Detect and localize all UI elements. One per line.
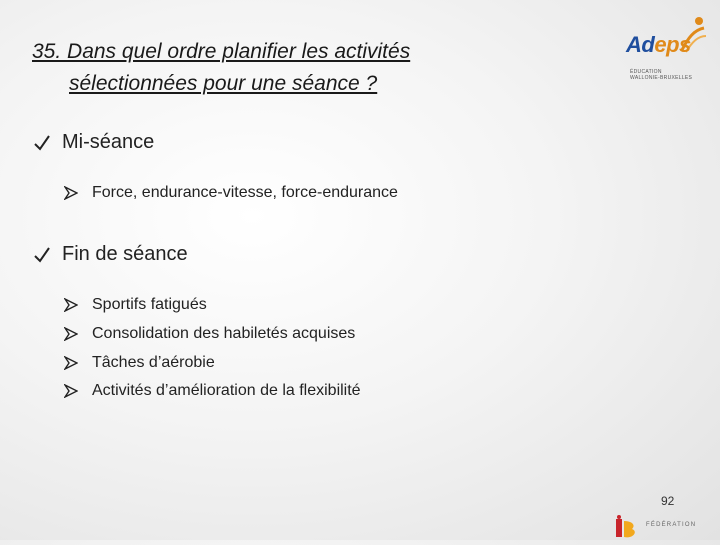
federation-logo (612, 515, 712, 540)
checkmark-icon (32, 245, 52, 265)
logo-subtitle-1: ÉDUCATION (630, 69, 662, 75)
checkmark-icon (32, 133, 52, 153)
list-item-label: Consolidation des habiletés acquises (92, 325, 356, 342)
arrowhead-bullet-icon (64, 384, 78, 398)
arrowhead-bullet-icon (64, 356, 78, 370)
title-line-1: 35. Dans quel ordre planifier les activités (32, 40, 411, 63)
list-item (64, 325, 355, 343)
list-item-label: Tâches d’aérobie (92, 354, 215, 371)
list-item (64, 354, 215, 372)
section-heading-fin-de-seance (32, 243, 188, 266)
page-number: 92 (661, 494, 675, 508)
slide-title (32, 36, 512, 100)
list-item-label: Force, endurance-vitesse, force-endurance (92, 184, 398, 201)
title-line-2: sélectionnées pour une séance ? (69, 72, 378, 95)
section-heading-label: Mi-séance (62, 131, 155, 153)
section-heading-label: Fin de séance (62, 243, 188, 265)
federation-emblem-icon (612, 515, 642, 540)
federation-label: FÉDÉRATION (646, 522, 697, 528)
arrowhead-bullet-icon (64, 186, 78, 200)
list-item (64, 184, 398, 202)
adeps-logo (624, 14, 708, 81)
logo-subtitle-2: WALLONIE-BRUXELLES (630, 75, 693, 81)
section-heading-mi-seance (32, 131, 154, 154)
list-item (64, 296, 207, 314)
list-item-label: Activités d’amélioration de la flexibilité (92, 382, 361, 399)
arrowhead-bullet-icon (64, 327, 78, 341)
list-item-label: Sportifs fatigués (92, 296, 207, 313)
arrowhead-bullet-icon (64, 298, 78, 312)
logo-wordmark: Adeps (626, 32, 691, 57)
list-item (64, 382, 361, 400)
